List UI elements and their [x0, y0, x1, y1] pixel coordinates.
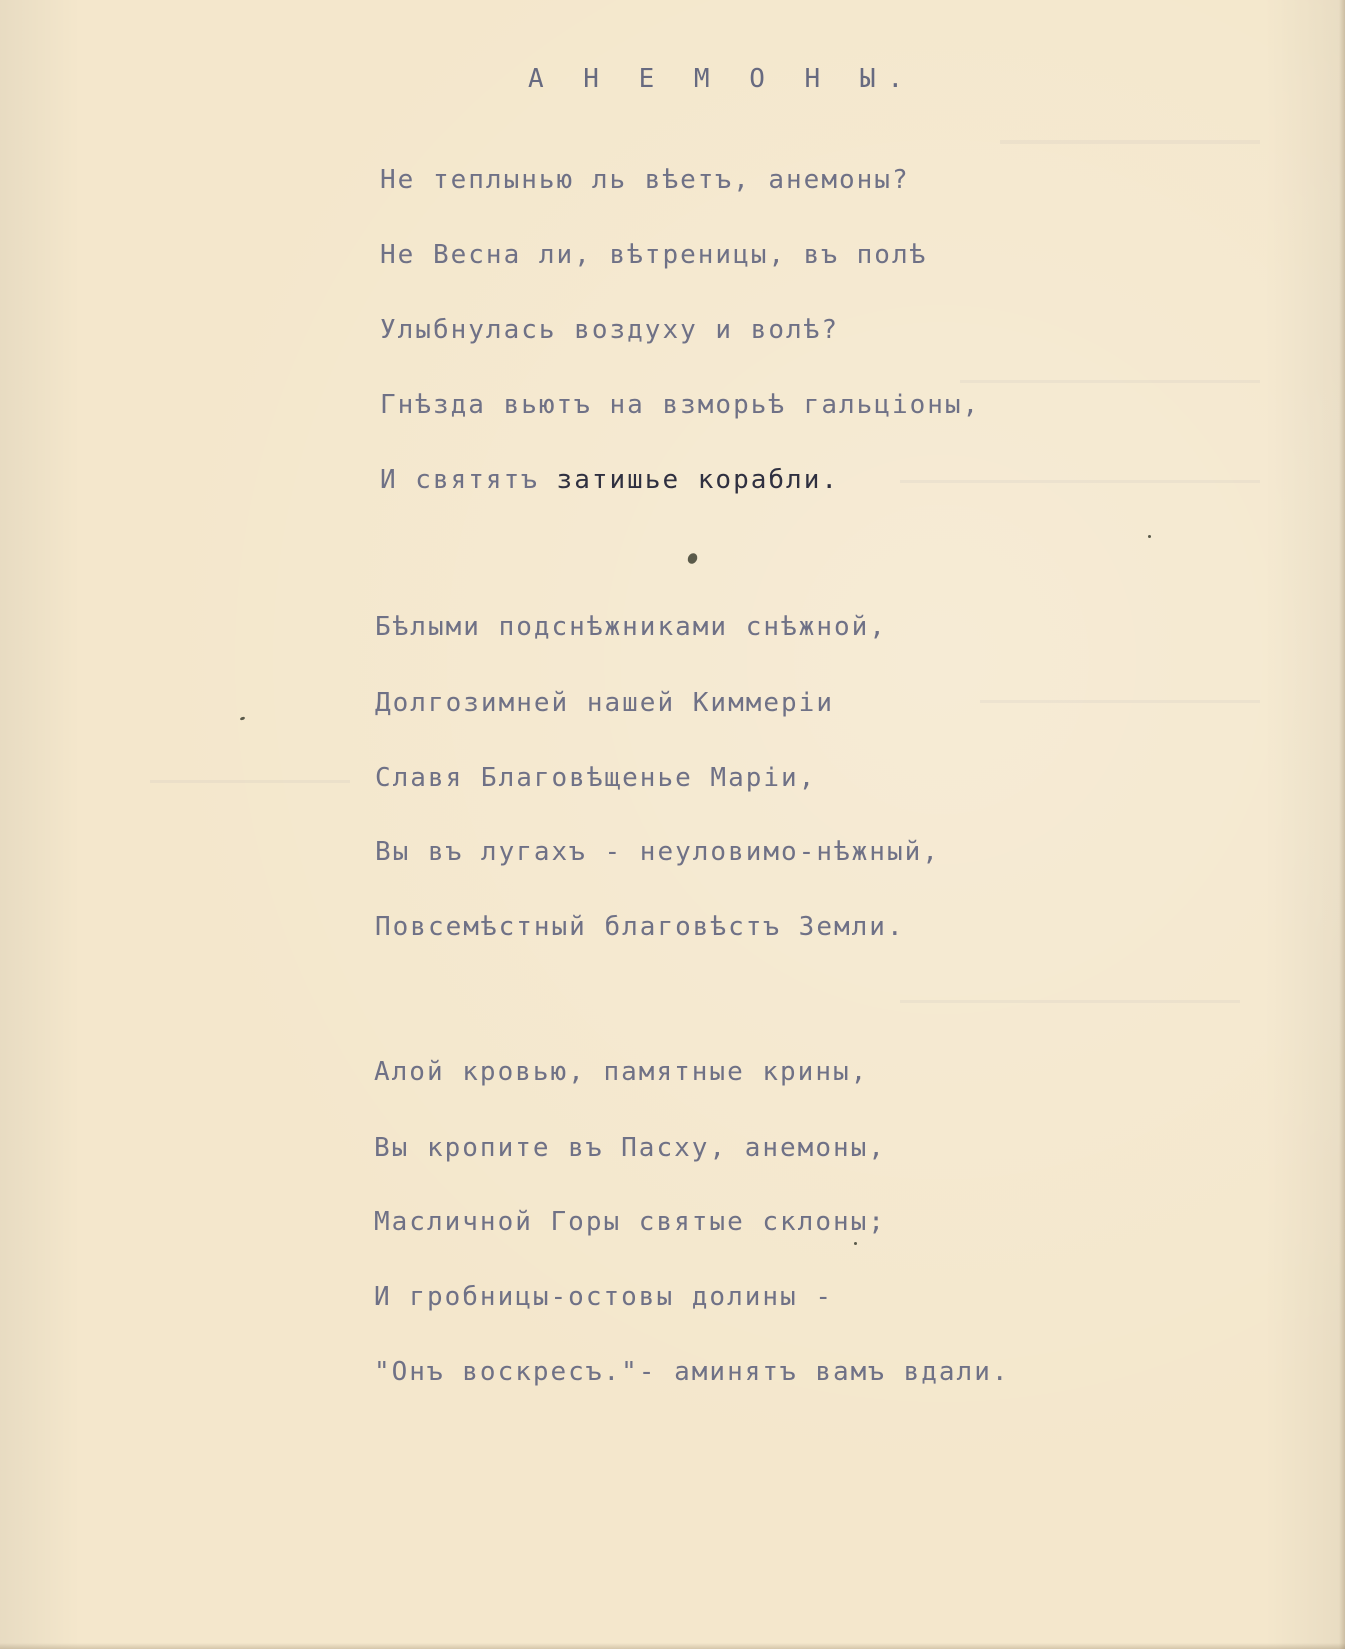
stanza3-line5: "Онъ воскресъ."- аминятъ вамъ вдали.: [374, 1357, 1010, 1387]
stanza1-line2: Не Весна ли, вѣтреницы, въ полѣ: [380, 240, 928, 270]
show-through-mark: [1000, 140, 1260, 144]
paper-edge-shadow: [1339, 0, 1345, 1649]
show-through-mark: [900, 1000, 1240, 1003]
stanza2-line1: Бѣлыми подснѣжниками снѣжной,: [375, 612, 887, 642]
stanza2-line5: Повсемѣстный благовѣстъ Земли.: [375, 912, 905, 942]
stanza2-line2: Долгозимней нашей Киммеріи: [375, 688, 834, 718]
ink-speck: [240, 716, 246, 721]
stanza2-line3: Славя Благовѣщенье Маріи,: [375, 763, 817, 793]
stanza1-line5: [380, 465, 839, 495]
show-through-mark: [980, 700, 1260, 703]
stanza3-line1: Алой кровью, памятные крины,: [374, 1057, 869, 1087]
stanza3-line3: Масличной Горы святые склоны;: [374, 1207, 886, 1237]
stanza3-line4: И гробницы-остовы долины -: [374, 1282, 833, 1312]
show-through-mark: [960, 380, 1260, 383]
stanza1-line3: Улыбнулась воздуху и волѣ?: [380, 315, 839, 345]
poem-title: А Н Е М О Н Ы.: [528, 64, 916, 94]
stanza2-line4: Вы въ лугахъ - неуловимо-нѣжный,: [375, 837, 940, 867]
ink-blot: [686, 551, 699, 565]
show-through-mark: [900, 480, 1260, 483]
stanza1-line5-retyped: затишье корабли.: [556, 465, 839, 495]
stanza1-line4: Гнѣзда вьютъ на взморьѣ гальціоны,: [380, 390, 981, 420]
show-through-mark: [150, 780, 350, 783]
paper-edge-shadow: [0, 1643, 1345, 1649]
stanza1-line5-start: И святятъ: [380, 465, 557, 495]
stanza1-line1: Не теплынью ль вѣетъ, анемоны?: [380, 165, 910, 195]
ink-speck: [854, 1242, 857, 1245]
stanza3-line2: Вы кропите въ Пасху, анемоны,: [374, 1133, 886, 1163]
ink-speck: [1148, 535, 1151, 538]
